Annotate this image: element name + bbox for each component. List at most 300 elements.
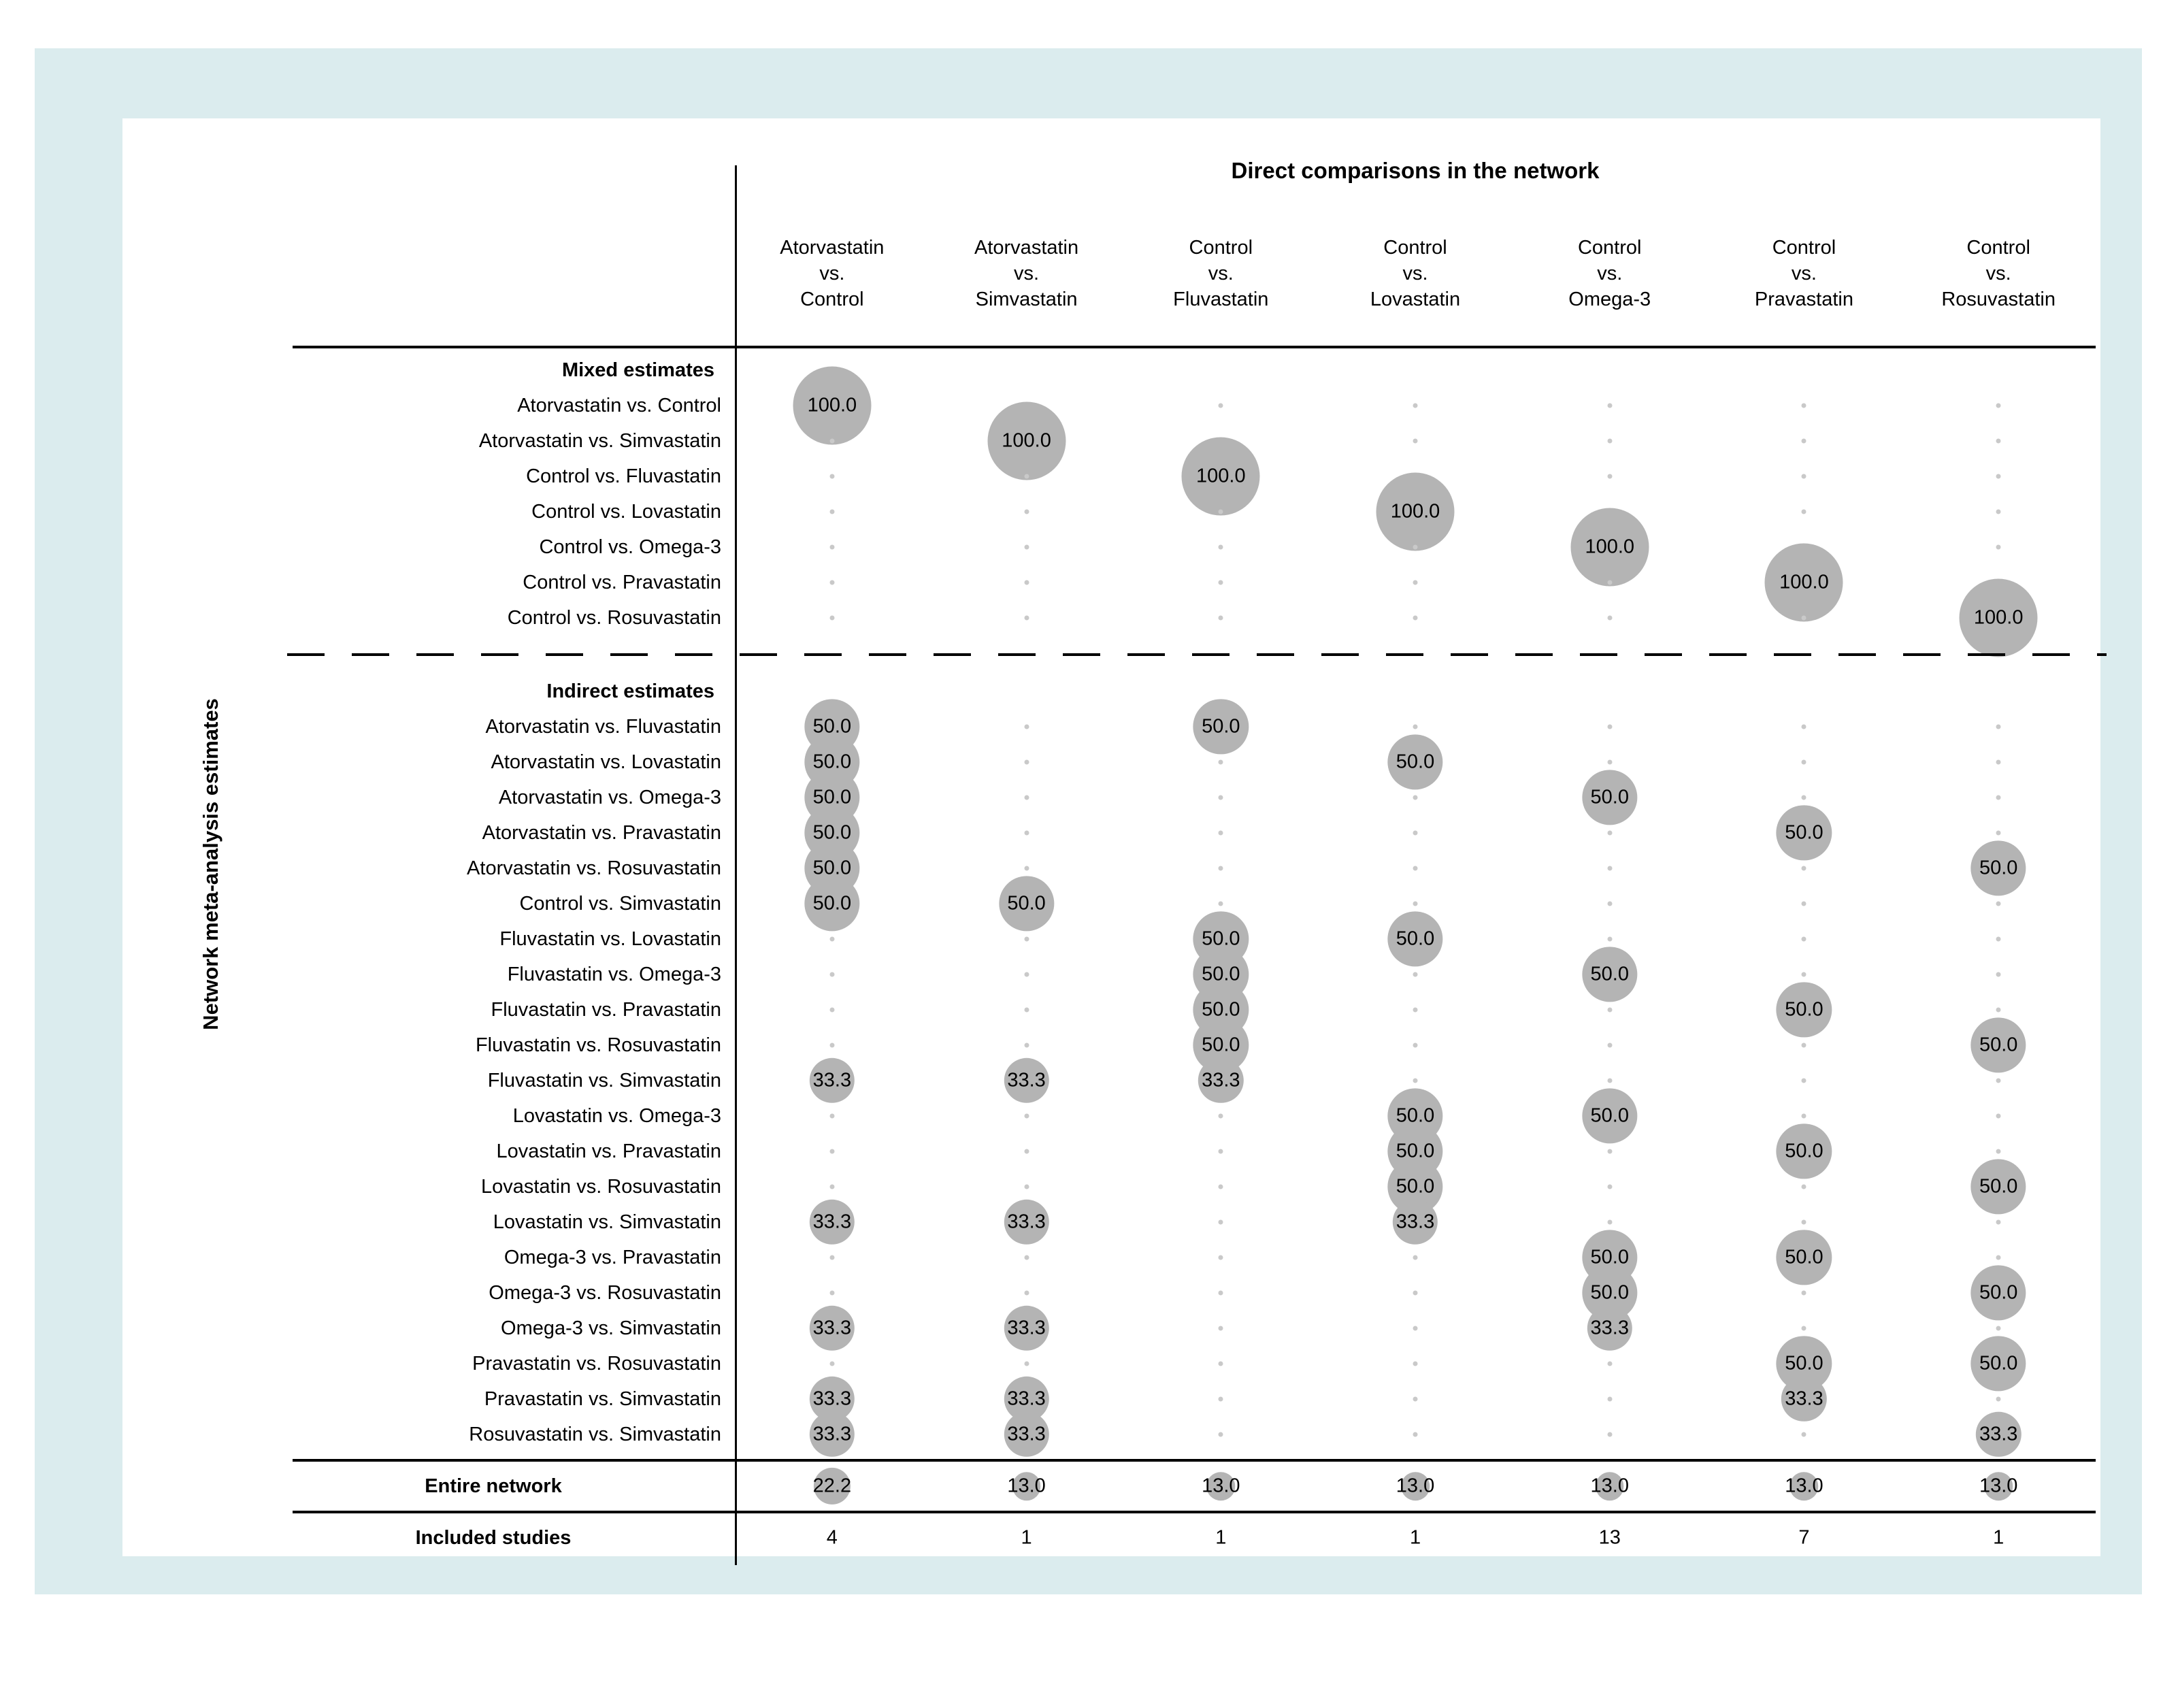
zero-dot [1802,972,1806,977]
contribution-value: 50.0 [1202,927,1240,950]
column-header-line: Fluvastatin [1173,289,1269,310]
contribution-value: 33.3 [1007,1317,1046,1339]
zero-dot [1024,1255,1029,1260]
column-header-line: Omega-3 [1568,289,1651,310]
zero-dot [1802,510,1806,514]
column-header-line: vs. [819,263,845,284]
zero-dot [1024,1114,1029,1119]
contribution-value: 50.0 [1979,1034,2018,1056]
zero-dot [1219,545,1223,550]
matrix-cell [1901,1520,2096,1556]
matrix-cell [1901,494,2096,529]
contribution-value: 50.0 [1785,998,1824,1021]
matrix-cell [1123,1098,1318,1134]
matrix-cell [1707,709,1902,744]
study-count: 4 [826,1526,838,1549]
matrix-cell [1123,1063,1318,1098]
zero-dot [1024,937,1029,942]
column-header-line: Lovastatin [1370,289,1461,310]
matrix-cell [1513,886,1707,921]
matrix-cell [1318,423,1513,459]
zero-dot [1413,902,1418,906]
zero-dot [1024,1291,1029,1296]
column-header-line: vs. [1985,263,2011,284]
table-row [293,1520,2096,1556]
matrix-cell [1318,388,1513,423]
matrix-cell [1513,1346,1707,1381]
contribution-value: 33.3 [1007,1211,1046,1233]
matrix-cell [1318,780,1513,815]
contribution-value: 50.0 [1396,1104,1435,1127]
matrix-cell [1123,851,1318,886]
zero-dot [1413,1079,1418,1083]
column-headers [735,235,2096,312]
zero-dot [1996,1008,2001,1013]
study-count: 1 [1021,1526,1032,1549]
contribution-value: 33.3 [812,1211,852,1233]
zero-dot [1996,725,2001,729]
matrix-cell [1513,565,1707,600]
matrix-cell [1707,1275,1902,1311]
contribution-value: 50.0 [1396,1175,1435,1198]
matrix-cell [929,780,1124,815]
contribution-value: 50.0 [1007,892,1046,915]
contribution-value: 50.0 [1979,857,2018,879]
matrix-cell [1123,780,1318,815]
matrix-cell [929,565,1124,600]
matrix-cell [1318,1275,1513,1311]
matrix-cell [1513,600,1707,636]
contribution-value: 33.3 [812,1387,852,1410]
zero-dot [1607,1185,1612,1189]
row-label: Fluvastatin vs. Omega-3 [507,964,721,985]
matrix-cell [1123,600,1318,636]
matrix-cell [735,529,929,565]
matrix-cell [929,1240,1124,1275]
dashed-divider [293,636,2096,674]
contribution-value: 33.3 [1202,1069,1240,1091]
row-label: Control vs. Pravastatin [523,572,721,593]
column-header-line: Control [1383,237,1447,259]
zero-dot [1802,937,1806,942]
zero-dot [1024,760,1029,765]
matrix-cell [929,494,1124,529]
matrix-cell [1707,992,1902,1028]
zero-dot [1996,1326,2001,1331]
zero-dot [829,474,834,479]
zero-dot [1996,545,2001,550]
row-label: Control vs. Lovastatin [531,501,721,523]
table-row [293,565,2096,600]
matrix-cell [1318,494,1513,529]
zero-dot [1024,510,1029,514]
matrix-cell [1318,1028,1513,1063]
table-row [293,1381,2096,1417]
zero-dot [829,510,834,514]
matrix-cell [735,1134,929,1169]
matrix-cell [1901,1028,2096,1063]
zero-dot [1219,1326,1223,1331]
matrix-cell [929,529,1124,565]
matrix-cell [735,388,929,423]
matrix-cell [1123,1468,1318,1504]
matrix-cell [735,1520,929,1556]
matrix-cell [929,1134,1124,1169]
zero-dot [1996,1079,2001,1083]
matrix-cell [1123,459,1318,494]
zero-dot [1607,404,1612,408]
zero-dot [1219,866,1223,871]
zero-dot [1607,831,1612,836]
matrix-cell [735,1417,929,1452]
column-header-line: Control [1966,237,2030,259]
matrix-cell [929,709,1124,744]
contribution-value: 50.0 [1202,1034,1240,1056]
table-row [293,1063,2096,1098]
zero-dot [1996,1149,2001,1154]
contribution-value: 33.3 [1785,1387,1824,1410]
matrix-cell [1901,921,2096,957]
table-row [293,992,2096,1028]
matrix-cell [1318,992,1513,1028]
zero-dot [1802,1220,1806,1225]
zero-dot [1219,1114,1223,1119]
zero-dot [1802,616,1806,621]
column-header-line: Control [1189,237,1253,259]
contribution-value: 33.3 [1007,1387,1046,1410]
zero-dot [1802,1185,1806,1189]
zero-dot [1219,795,1223,800]
zero-dot [1413,1432,1418,1437]
zero-dot [1024,1008,1029,1013]
row-label: Control vs. Rosuvastatin [507,607,721,629]
zero-dot [1024,831,1029,836]
matrix-cell [1123,529,1318,565]
matrix-cell [1123,709,1318,744]
zero-dot [1413,831,1418,836]
matrix-cell [1318,1381,1513,1417]
zero-dot [1219,1220,1223,1225]
row-label: Included studies [415,1527,572,1549]
column-header [735,235,929,312]
matrix-cell [929,1468,1124,1504]
table-row [293,1028,2096,1063]
matrix-cell [1707,565,1902,600]
contribution-value: 50.0 [812,892,852,915]
matrix-cell [1318,1468,1513,1504]
zero-dot [829,1149,834,1154]
contribution-value: 13.0 [1202,1475,1240,1497]
matrix-cell [1123,1417,1318,1452]
matrix-cell [929,1520,1124,1556]
matrix-cell [1123,494,1318,529]
contribution-value: 50.0 [1202,963,1240,985]
contribution-value: 100.0 [1585,536,1635,558]
row-label: Atorvastatin vs. Pravastatin [482,822,721,844]
matrix-cell [735,1063,929,1098]
solid-divider [293,1452,2096,1468]
section-header-row [293,674,2096,709]
contribution-value: 50.0 [1396,1140,1435,1162]
contribution-value: 22.2 [812,1475,852,1497]
matrix-cell [929,459,1124,494]
column-header-line: Atorvastatin [780,237,885,259]
table-row [293,815,2096,851]
column-header-line: Pravastatin [1754,289,1853,310]
zero-dot [1024,1043,1029,1048]
matrix-cell [735,494,929,529]
matrix-cell [735,957,929,992]
contribution-value: 33.3 [1979,1423,2018,1445]
zero-dot [829,580,834,585]
zero-dot [829,439,834,444]
zero-dot [1024,866,1029,871]
contribution-value: 33.3 [812,1069,852,1091]
zero-dot [1607,474,1612,479]
table-row [293,1240,2096,1275]
zero-dot [1802,725,1806,729]
matrix-cell [1513,1417,1707,1452]
zero-dot [1219,1255,1223,1260]
column-header-line: Rosuvastatin [1941,289,2056,310]
zero-dot [1024,725,1029,729]
zero-dot [829,545,834,550]
row-label: Fluvastatin vs. Simvastatin [487,1070,721,1091]
zero-dot [1607,866,1612,871]
row-label: Lovastatin vs. Rosuvastatin [480,1176,721,1198]
contribution-value: 50.0 [1785,1246,1824,1268]
zero-dot [1413,580,1418,585]
matrix-cell [1707,1134,1902,1169]
contribution-value: 100.0 [1002,429,1051,452]
zero-dot [1219,616,1223,621]
matrix-cell [1901,388,2096,423]
contribution-value: 100.0 [807,394,857,416]
zero-dot [1607,1432,1612,1437]
matrix-cell [1318,1417,1513,1452]
matrix-cell [929,1204,1124,1240]
zero-dot [1607,760,1612,765]
column-header-line: vs. [1208,263,1234,284]
matrix-cell [735,1240,929,1275]
zero-dot [1413,439,1418,444]
zero-dot [829,1291,834,1296]
matrix-cell [929,1311,1124,1346]
matrix-cell [1123,1346,1318,1381]
zero-dot [1413,1397,1418,1402]
zero-dot [1413,1255,1418,1260]
table-row [293,388,2096,423]
zero-dot [1996,831,2001,836]
matrix-cell [929,1417,1124,1452]
section-label: Indirect estimates [546,680,714,702]
study-count: 1 [1993,1526,2004,1549]
matrix-cell [1707,1240,1902,1275]
row-label: Omega-3 vs. Pravastatin [504,1247,721,1268]
zero-dot [1802,760,1806,765]
matrix-cell [1123,1204,1318,1240]
matrix-cell [1901,1346,2096,1381]
zero-dot [1024,580,1029,585]
row-label: Entire network [425,1475,562,1497]
matrix-cell [1707,744,1902,780]
zero-dot [1996,795,2001,800]
matrix-cell [929,957,1124,992]
matrix-cell [1707,1063,1902,1098]
matrix-cell [1318,529,1513,565]
zero-dot [1607,1149,1612,1154]
row-label: Atorvastatin vs. Rosuvastatin [467,857,721,879]
zero-dot [829,972,834,977]
zero-dot [1802,795,1806,800]
column-header-line: vs. [1791,263,1817,284]
column-header-line: vs. [1014,263,1040,284]
matrix-cell [1707,600,1902,636]
matrix-cell [929,423,1124,459]
contribution-value: 50.0 [1590,963,1629,985]
zero-dot [1607,580,1612,585]
matrix-cell [1513,388,1707,423]
study-count: 1 [1409,1526,1421,1549]
contribution-value: 50.0 [812,751,852,773]
matrix-cell [1513,529,1707,565]
row-label: Control vs. Fluvastatin [526,465,721,487]
matrix-cell [1901,423,2096,459]
contribution-value: 13.0 [1007,1475,1046,1497]
zero-dot [1219,1397,1223,1402]
contribution-value: 33.3 [1007,1423,1046,1445]
matrix-cell [1318,1346,1513,1381]
zero-dot [1802,1043,1806,1048]
matrix-cell [1513,992,1707,1028]
zero-dot [1996,510,2001,514]
zero-dot [1024,1149,1029,1154]
contribution-value: 50.0 [1396,751,1435,773]
zero-dot [1802,1432,1806,1437]
matrix-cell [1901,1468,2096,1504]
matrix-cell [929,1098,1124,1134]
table-row [293,494,2096,529]
contribution-value: 50.0 [1785,821,1824,844]
zero-dot [1219,1432,1223,1437]
matrix-cell [1707,459,1902,494]
contribution-value: 50.0 [1590,1104,1629,1127]
zero-dot [1219,1362,1223,1366]
matrix-cell [735,1204,929,1240]
row-label: Rosuvastatin vs. Simvastatin [469,1424,721,1445]
contribution-value: 50.0 [812,821,852,844]
matrix-cell [1123,1275,1318,1311]
matrix-cell [1513,957,1707,992]
zero-dot [1219,760,1223,765]
solid-divider [293,1504,2096,1520]
table-row [293,1204,2096,1240]
matrix-cell [735,1098,929,1134]
matrix-cell [1123,388,1318,423]
matrix-cell [1901,886,2096,921]
table-row [293,957,2096,992]
zero-dot [1413,616,1418,621]
matrix-cell [735,459,929,494]
zero-dot [1802,439,1806,444]
matrix-cell [1901,851,2096,886]
contribution-value: 50.0 [1590,1281,1629,1304]
matrix-cell [1707,1028,1902,1063]
row-label: Lovastatin vs. Simvastatin [493,1211,721,1233]
matrix-cell [1707,1381,1902,1417]
matrix-cell [1707,494,1902,529]
row-label: Fluvastatin vs. Pravastatin [491,999,721,1021]
matrix-cell [1513,709,1707,744]
matrix-cell [1513,1381,1707,1417]
table-row [293,1311,2096,1346]
matrix-cell [1513,1311,1707,1346]
zero-dot [829,937,834,942]
contribution-value: 50.0 [1590,786,1629,808]
matrix-cell [1318,1520,1513,1556]
zero-dot [1996,1220,2001,1225]
matrix-cell [1513,815,1707,851]
matrix-cell [1123,1134,1318,1169]
matrix-cell [1513,1468,1707,1504]
matrix-cell [929,921,1124,957]
matrix-cell [1901,744,2096,780]
zero-dot [829,1043,834,1048]
table-row [293,600,2096,636]
header-rule [293,346,2096,348]
zero-dot [1607,1362,1612,1366]
column-header-line: Atorvastatin [974,237,1079,259]
matrix-cell [1707,921,1902,957]
table-row [293,1134,2096,1169]
contribution-value: 13.0 [1396,1475,1435,1497]
matrix-cell [1901,1169,2096,1204]
column-header-line: vs. [1597,263,1623,284]
column-header [1707,235,1902,312]
matrix-cell [1318,851,1513,886]
zero-dot [1024,795,1029,800]
contribution-value: 100.0 [1779,571,1829,593]
zero-dot [1219,831,1223,836]
contribution-value: 33.3 [1590,1317,1629,1339]
matrix-cell [1318,565,1513,600]
matrix-cell [1318,1240,1513,1275]
zero-dot [1802,1326,1806,1331]
zero-dot [1413,972,1418,977]
matrix-cell [735,600,929,636]
column-header-line: Control [800,289,864,310]
zero-dot [1802,866,1806,871]
matrix-cell [1318,957,1513,992]
table-row [293,921,2096,957]
matrix-cell [1707,1468,1902,1504]
matrix-cell [929,600,1124,636]
row-label: Atorvastatin vs. Fluvastatin [485,716,721,738]
section-header-row [293,352,2096,388]
zero-dot [1996,937,2001,942]
matrix-cell [735,423,929,459]
matrix-cell [1901,529,2096,565]
zero-dot [1024,1362,1029,1366]
matrix-cell [929,1063,1124,1098]
table-row [293,1275,2096,1311]
matrix-cell [735,565,929,600]
zero-dot [1024,545,1029,550]
table-row [293,1346,2096,1381]
table-row [293,851,2096,886]
row-label: Atorvastatin vs. Omega-3 [498,787,721,808]
zero-dot [1996,1255,2001,1260]
